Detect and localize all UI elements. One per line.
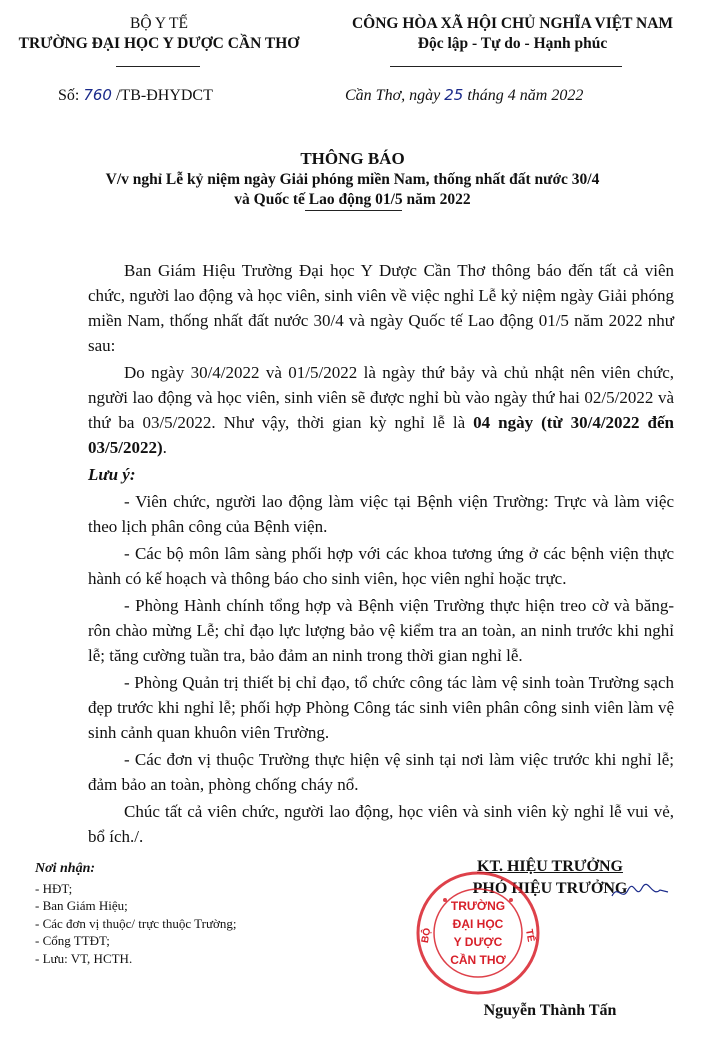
ministry-name: BỘ Y TẾ	[130, 15, 188, 32]
issuer-header	[0, 14, 318, 54]
recipient-item: - HĐT;	[35, 880, 73, 896]
doc-number-prefix: Số:	[58, 87, 84, 104]
stamp-text-mid2: Y DƯỢC	[453, 935, 503, 949]
date-day-handwritten: 25	[444, 86, 464, 104]
handwritten-signature-icon	[610, 880, 670, 904]
header-divider-left	[116, 66, 200, 67]
note-item: - Các bộ môn lâm sàng phối hợp với các khoa tương ứng ở các bệnh viện thực hành có kế hoạch và thông báo cho sinh viên, học viên nghỉ hoặc trực.	[88, 544, 674, 588]
date-prefix: Cần Thơ, ngày	[345, 87, 445, 104]
note-item: - Phòng Hành chính tổng hợp và Bệnh viện Trường thực hiện treo cờ và băng-rôn chào mừng Lễ; chỉ đạo lực lượng bảo vệ kiểm tra an toàn, an ninh trước khi nghỉ lễ; tăng cường tuần tra, bảo đảm an ninh trong thời gian nghỉ lễ.	[88, 596, 674, 665]
recipient-item: - Lưu: VT, HCTH.	[35, 950, 133, 966]
intro-paragraph: Ban Giám Hiệu Trường Đại học Y Dược Cần Thơ thông báo đến tất cả viên chức, người lao động và học viên, sinh viên về việc nghỉ Lễ kỷ niệm ngày Giải phóng miền Nam, thống nhất đất nước 30/4 và ngày Quốc tế Lao động 01/5 năm 2022 như sau:	[88, 261, 674, 355]
stamp-text-right-arc: TẾ	[522, 928, 536, 943]
signer-authority: KT. HIỆU TRƯỞNG	[477, 858, 623, 875]
stamp-text-bottom: CẦN THƠ	[450, 953, 506, 967]
stamp-text-top: TRƯỜNG	[450, 899, 506, 913]
note-heading: Lưu ý:	[88, 465, 136, 484]
schedule-highlight: 04 ngày (từ 30/4/2022 đến 03/5/2022)	[88, 413, 674, 457]
note-item: - Các đơn vị thuộc Trường thực hiện vệ sinh tại nơi làm việc trước khi nghỉ lễ; đảm bảo an toàn, phòng chống cháy nổ.	[88, 750, 674, 794]
recipient-item: - Các đơn vị thuộc/ trực thuộc Trường;	[35, 915, 237, 931]
document-subject-line1: V/v nghỉ Lễ kỷ niệm ngày Giải phóng miền Nam, thống nhất đất nước 30/4	[105, 171, 600, 188]
schedule-text: Do ngày 30/4/2022 và 01/5/2022 là ngày thứ bảy và chủ nhật nên viên chức, người lao động và học viên, sinh viên sẽ được nghỉ bù vào ngày thứ hai 02/5/2022 và thứ ba 03/5/2022. Như vậy, thời gian kỳ nghỉ lễ là	[88, 363, 674, 432]
header-divider-right	[390, 66, 622, 67]
document-body	[88, 258, 674, 849]
document-subject-line2: và Quốc tế Lao động 01/5 năm 2022	[234, 191, 471, 208]
schedule-paragraph	[88, 360, 674, 460]
country-name: CÔNG HÒA XÃ HỘI CHỦ NGHĨA VIỆT NAM	[351, 15, 674, 32]
place-date	[345, 86, 583, 105]
document-number	[58, 86, 213, 105]
recipient-item: - Cổng TTĐT;	[35, 933, 110, 948]
recipient-item: - Ban Giám Hiệu;	[35, 898, 128, 913]
title-block	[0, 148, 705, 210]
note-item: - Viên chức, người lao động làm việc tại Bệnh viện Trường: Trực và làm việc theo lịch phân công của Bệnh viện.	[88, 492, 674, 536]
signer-name: Nguyễn Thành Tấn	[483, 1002, 617, 1019]
schedule-end: .	[162, 438, 167, 457]
note-item: - Phòng Quản trị thiết bị chỉ đạo, tổ chức công tác làm vệ sinh toàn Trường sạch đẹp trước khi nghỉ lễ; phối hợp Phòng Công tác sinh viên phân công sinh viên làm vệ sinh cảnh quan khuôn viên Trường.	[88, 673, 674, 742]
recipients-block	[35, 860, 335, 967]
document-title: THÔNG BÁO	[300, 149, 405, 168]
stamp-text-mid1: ĐẠI HỌC	[452, 917, 504, 931]
doc-number-suffix: /TB-ĐHYDCT	[111, 87, 213, 104]
stamp-text-left-arc: BỘ	[419, 927, 434, 944]
closing-paragraph: Chúc tất cả viên chức, người lao động, học viên và sinh viên kỳ nghỉ lễ vui vẻ, bổ ích./.	[88, 802, 674, 846]
date-suffix: tháng 4 năm 2022	[463, 87, 584, 104]
doc-number-handwritten: 760	[83, 86, 112, 104]
signer-title: PHÓ HIỆU TRƯỞNG	[472, 880, 628, 897]
national-motto: Độc lập - Tự do - Hạnh phúc	[417, 35, 608, 52]
recipients-title: Nơi nhận:	[35, 861, 96, 876]
university-name: TRƯỜNG ĐẠI HỌC Y DƯỢC CẦN THƠ	[18, 35, 300, 52]
national-header	[320, 14, 705, 54]
title-divider	[305, 210, 402, 211]
official-seal-stamp	[415, 870, 541, 996]
